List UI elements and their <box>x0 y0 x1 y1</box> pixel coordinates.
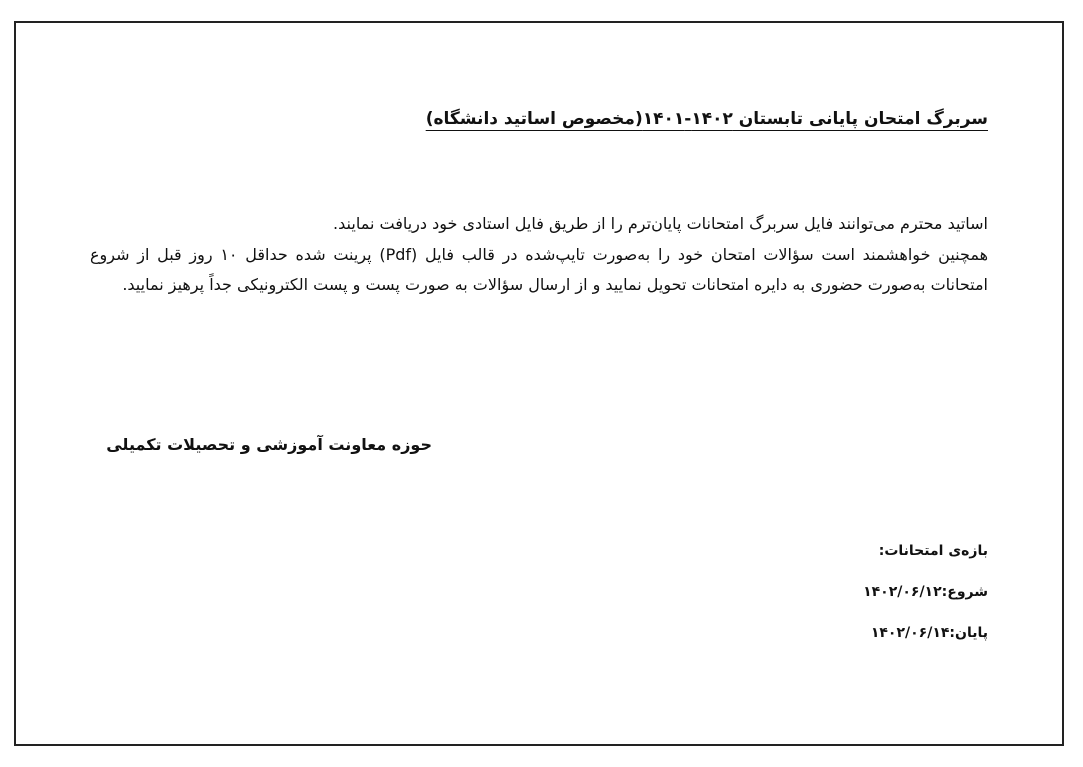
paragraph-download-header: اساتید محترم می‌توانند فایل سربرگ امتحانات پایان‌ترم را از طریق فایل استادی خود دریافت نمایند. <box>333 214 988 233</box>
document-content <box>90 23 988 744</box>
document-body <box>90 209 988 301</box>
document-title: سربرگ امتحان پایانی تابستان ۱۴۰۲-۱۴۰۱(مخصوص اساتید دانشگاه) <box>425 109 988 129</box>
exam-start-date: شروع:۱۴۰۲/۰۶/۱۲ <box>863 584 988 600</box>
document-frame <box>14 21 1064 746</box>
exam-period-label: بازه‌ی امتحانات: <box>878 543 988 559</box>
exam-end-date: پایان:۱۴۰۲/۰۶/۱۴ <box>870 625 988 641</box>
signature: حوزه معاونت آموزشی و تحصیلات تکمیلی <box>106 435 432 454</box>
exam-period <box>863 531 988 654</box>
paragraph-submission-instructions: همچنین خواهشمند است سؤالات امتحان خود را به‌صورت تایپ‌شده در قالب فایل (Pdf) پرینت شده حداقل ۱۰ روز قبل از شروع امتحانات به‌صورت حضوری به دایره امتحانات تحویل نمایید و از ارسال سؤالات به صورت پست و پست الکترونیکی جداً پرهیز نمایید. <box>90 244 989 294</box>
